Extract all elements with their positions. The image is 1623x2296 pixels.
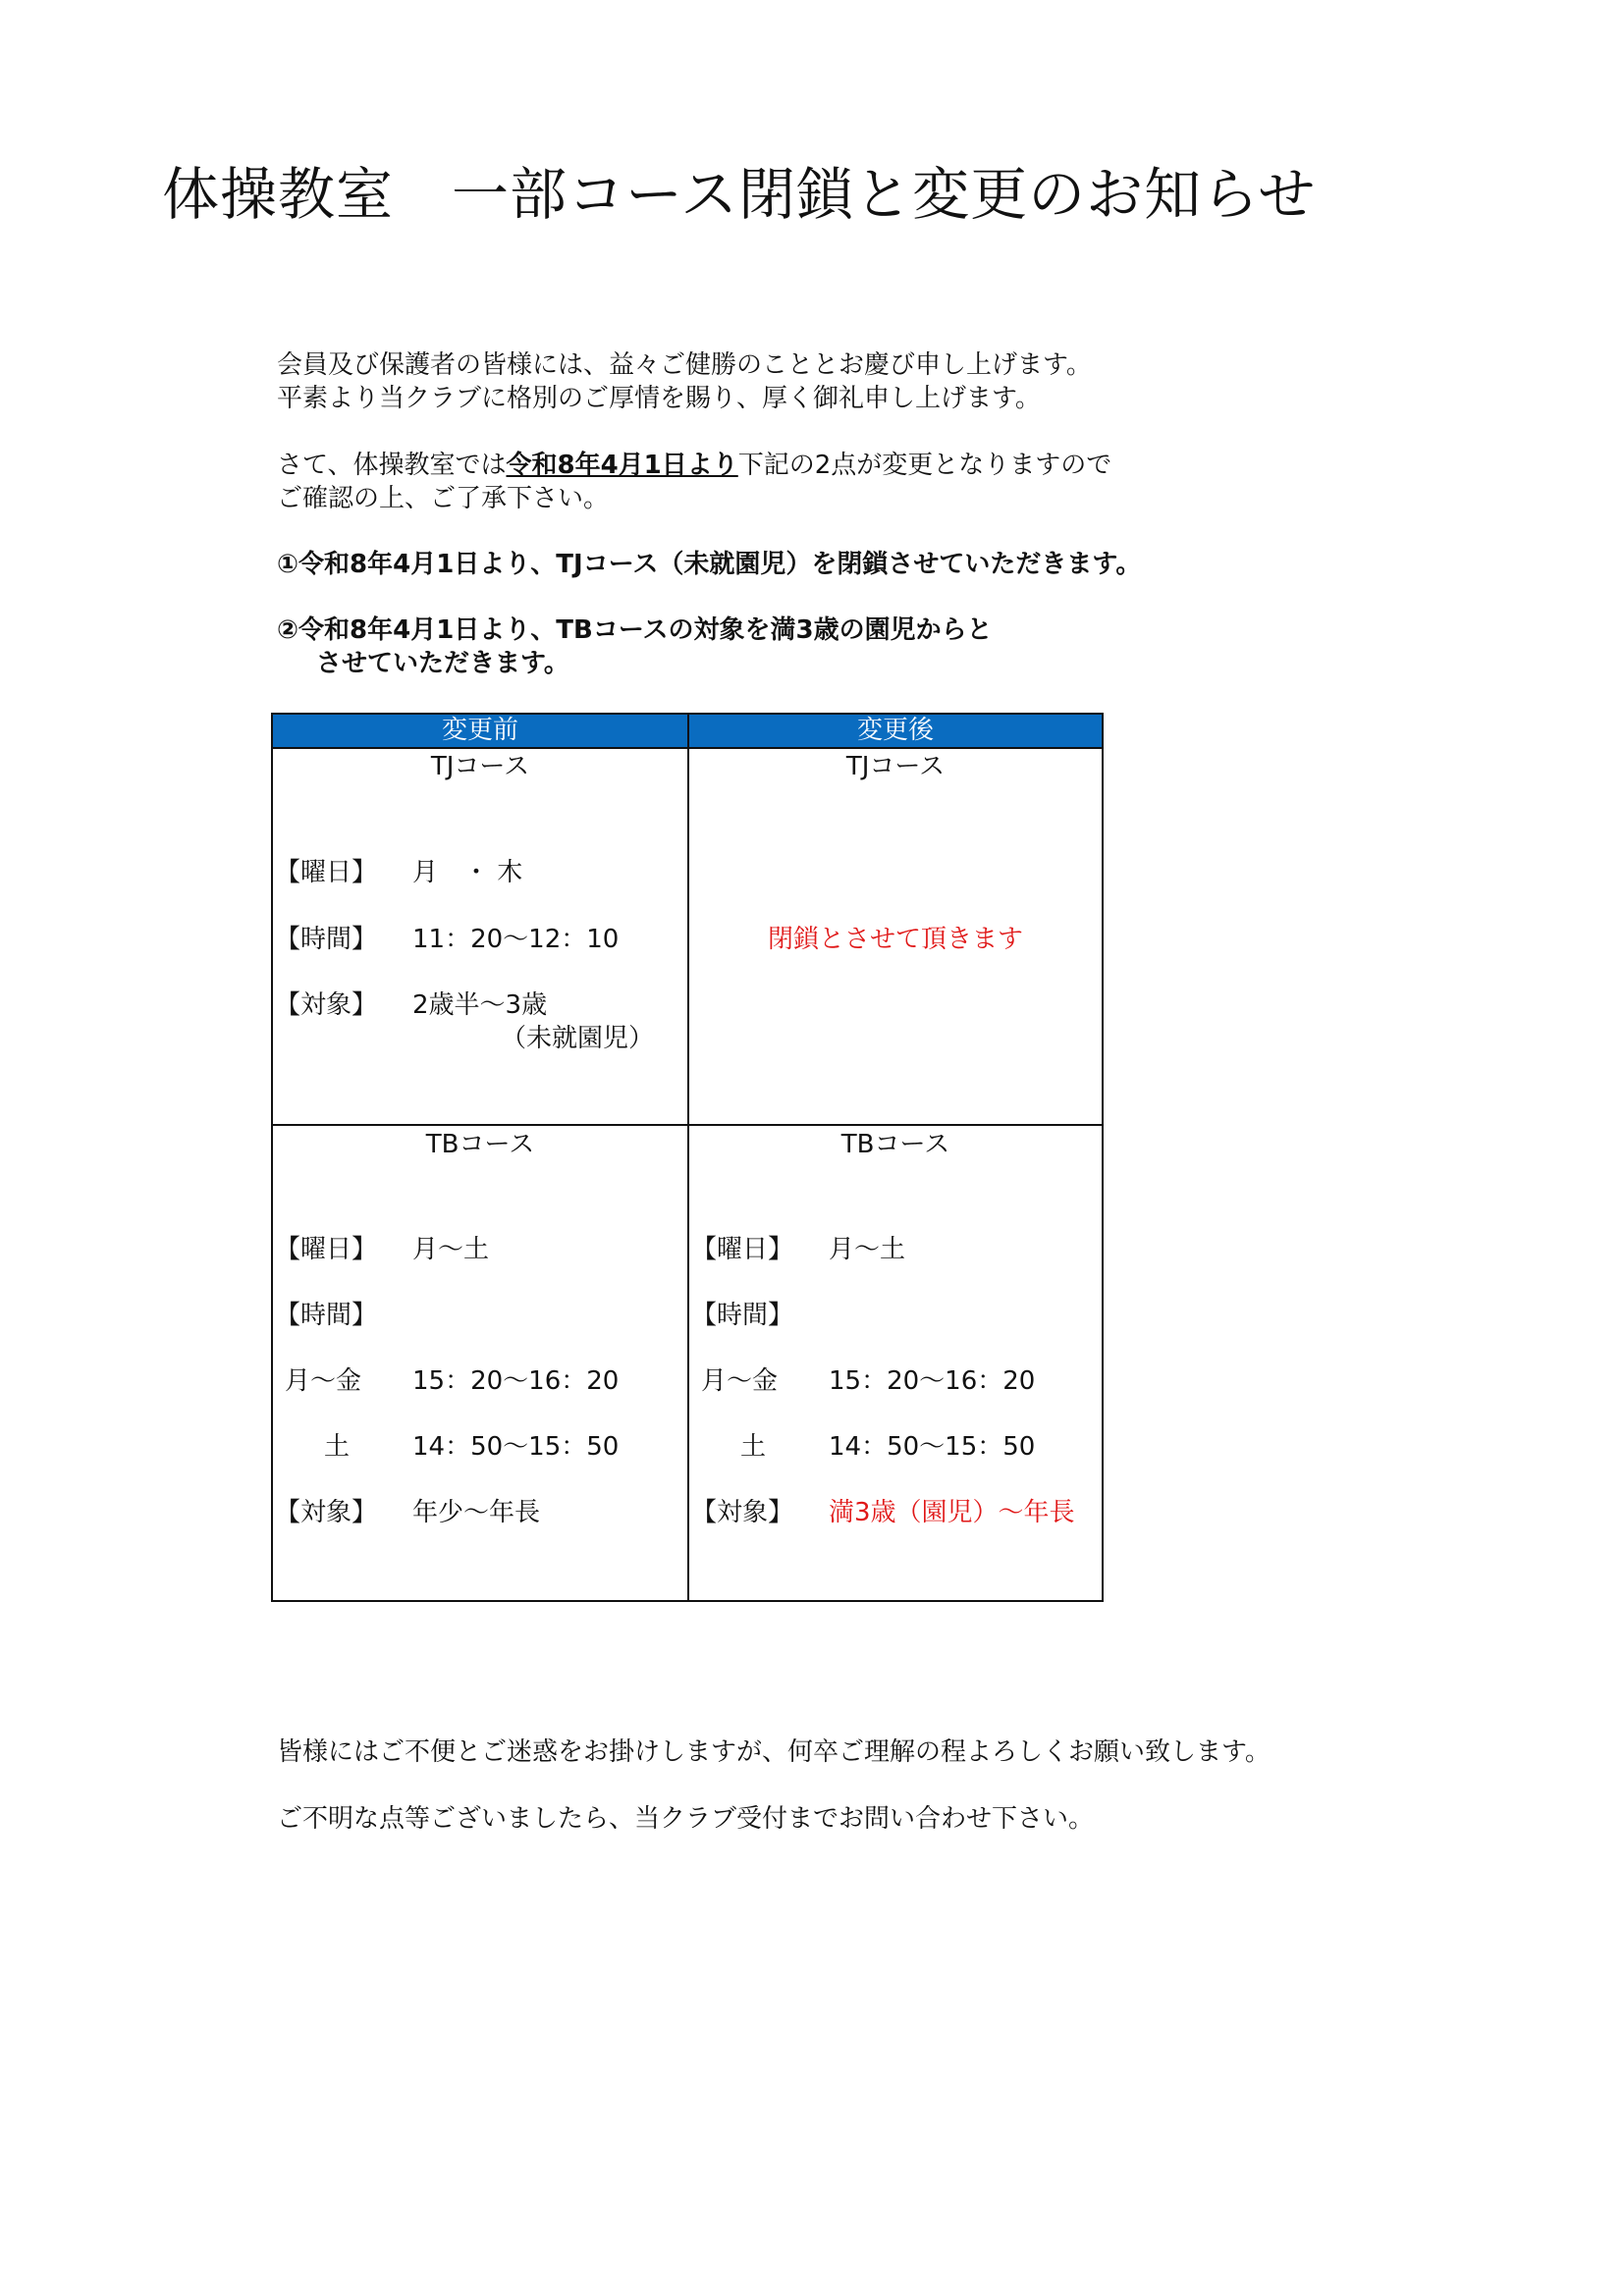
intro-line-3	[277, 449, 1111, 482]
tj-after-course: TJコース	[845, 752, 946, 781]
closing-line-2: ご不明な点等ございましたら、当クラブ受付までお問い合わせ下さい。	[277, 1804, 1095, 1834]
tj-before-target-label: 【対象】	[275, 990, 378, 1020]
tb-before-sat-label: 土	[324, 1432, 351, 1462]
tb-before-weekday-label: 月～金	[285, 1366, 362, 1396]
closing-line-1: 皆様にはご不便とご迷惑をお掛けしますが、何卒ご理解の程よろしくお願い致します。	[277, 1737, 1271, 1767]
tj-after-closed-notice: 閉鎖とさせて頂きます	[767, 925, 1023, 954]
tj-before-day-value: 月 ・ 木	[412, 858, 523, 887]
point-2-line-2: させていただきます。	[316, 649, 569, 678]
tb-after-target-value: 満3歳（園児）～年長	[829, 1498, 1075, 1527]
tj-before-target-note: （未就園児）	[501, 1024, 655, 1053]
header-before: 変更前	[441, 716, 518, 745]
tb-after-weekday-time: 15：20～16：20	[829, 1366, 1036, 1396]
point-2-line-1: ②令和8年4月1日より、TBコースの対象を満3歳の園児からと	[277, 615, 993, 645]
tb-before-day-value: 月～土	[412, 1235, 490, 1264]
tb-after-target-label: 【対象】	[691, 1498, 794, 1527]
tj-before-time-value: 11：20～12：10	[412, 925, 620, 954]
intro-line-3-pre: さて、体操教室では	[277, 451, 507, 480]
tj-before-course: TJコース	[430, 752, 530, 781]
intro-line-4: ご確認の上、ご了承下さい。	[277, 484, 610, 513]
tb-before-day-label: 【曜日】	[275, 1235, 378, 1264]
row-divider	[273, 1124, 1102, 1126]
intro-line-2: 平素より当クラブに格別のご厚情を賜り、厚く御礼申し上げます。	[277, 384, 1041, 413]
tb-before-sat-time: 14：50～15：50	[412, 1432, 620, 1462]
intro-line-1: 会員及び保護者の皆様には、益々ご健勝のこととお慶び申し上げます。	[277, 350, 1092, 380]
tj-before-target-value: 2歳半～3歳	[412, 990, 548, 1020]
tb-after-sat-time: 14：50～15：50	[829, 1432, 1036, 1462]
tb-after-course: TBコース	[840, 1130, 950, 1159]
header-after: 変更後	[856, 716, 934, 745]
tb-before-target-label: 【対象】	[275, 1498, 378, 1527]
course-change-table	[271, 713, 1104, 1602]
tb-before-weekday-time: 15：20～16：20	[412, 1366, 620, 1396]
tb-after-sat-label: 土	[740, 1432, 767, 1462]
effective-date: 令和8年4月1日より	[506, 451, 738, 480]
tb-after-day-label: 【曜日】	[691, 1235, 794, 1264]
intro-line-3-post: 下記の2点が変更となりますので	[737, 451, 1112, 480]
tj-before-time-label: 【時間】	[275, 925, 378, 954]
tb-before-time-label: 【時間】	[275, 1301, 378, 1330]
page-title: 体操教室 一部コース閉鎖と変更のお知らせ	[162, 161, 1317, 228]
point-1: ①令和8年4月1日より、TJコース（未就園児）を閉鎖させていただきます。	[277, 550, 1142, 579]
tb-after-weekday-label: 月～金	[701, 1366, 779, 1396]
tb-before-target-value: 年少～年長	[412, 1498, 541, 1527]
tb-before-course: TBコース	[425, 1130, 535, 1159]
tb-after-time-label: 【時間】	[691, 1301, 794, 1330]
tb-after-day-value: 月～土	[829, 1235, 906, 1264]
tj-before-day-label: 【曜日】	[275, 858, 378, 887]
